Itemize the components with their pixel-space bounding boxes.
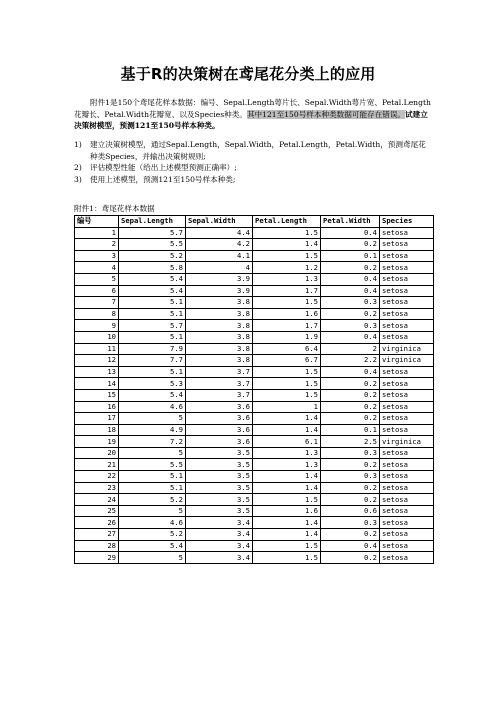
cell-id: 19 — [75, 436, 119, 448]
header-sepal-length: Sepal.Length — [119, 216, 186, 228]
cell-sepal-length: 5.5 — [119, 239, 186, 251]
cell-petal-width: 0.2 — [321, 401, 380, 413]
cell-petal-length: 6.1 — [253, 436, 321, 448]
cell-petal-width: 0.6 — [321, 505, 380, 517]
intro-highlighted-text: 其中121至150号样本种类数据可能存在错误。 — [246, 109, 406, 119]
cell-sepal-width: 3.6 — [186, 401, 253, 413]
table-row — [75, 366, 434, 378]
cell-id: 18 — [75, 424, 119, 436]
cell-sepal-width: 3.6 — [186, 413, 253, 425]
task-item — [74, 162, 432, 174]
cell-species: setosa — [380, 308, 434, 320]
cell-id: 20 — [75, 447, 119, 459]
cell-species: setosa — [380, 540, 434, 552]
cell-species: setosa — [380, 494, 434, 506]
cell-sepal-width: 3.8 — [186, 320, 253, 332]
cell-petal-width: 2.5 — [321, 436, 380, 448]
table-row — [75, 540, 434, 552]
cell-species: setosa — [380, 320, 434, 332]
table-row — [75, 552, 434, 564]
cell-species: setosa — [380, 378, 434, 390]
cell-species: setosa — [380, 297, 434, 309]
cell-petal-width: 0.3 — [321, 297, 380, 309]
cell-species: setosa — [380, 552, 434, 564]
cell-petal-width: 0.4 — [321, 227, 380, 239]
table-row — [75, 447, 434, 459]
cell-petal-length: 1.4 — [253, 239, 321, 251]
cell-sepal-width: 4.2 — [186, 239, 253, 251]
table-row — [75, 343, 434, 355]
cell-petal-length: 1.4 — [253, 529, 321, 541]
cell-sepal-width: 3.4 — [186, 540, 253, 552]
cell-species: virginica — [380, 436, 434, 448]
table-row — [75, 355, 434, 367]
table-row — [75, 459, 434, 471]
cell-petal-width: 2 — [321, 343, 380, 355]
cell-sepal-width: 4.1 — [186, 250, 253, 262]
cell-sepal-width: 3.7 — [186, 378, 253, 390]
cell-petal-width: 0.2 — [321, 529, 380, 541]
cell-petal-width: 0.3 — [321, 517, 380, 529]
cell-id: 22 — [75, 471, 119, 483]
cell-id: 29 — [75, 552, 119, 564]
cell-petal-length: 1.2 — [253, 262, 321, 274]
task-number: 1) — [74, 140, 82, 149]
cell-species: setosa — [380, 413, 434, 425]
cell-petal-length: 1.5 — [253, 227, 321, 239]
cell-species: setosa — [380, 505, 434, 517]
cell-petal-length: 1.4 — [253, 413, 321, 425]
cell-petal-length: 1.5 — [253, 389, 321, 401]
cell-petal-length: 1.7 — [253, 285, 321, 297]
cell-id: 9 — [75, 320, 119, 332]
cell-sepal-length: 4.6 — [119, 401, 186, 413]
table-row — [75, 494, 434, 506]
cell-id: 24 — [75, 494, 119, 506]
table-row — [75, 389, 434, 401]
cell-species: setosa — [380, 471, 434, 483]
header-species: Species — [380, 216, 434, 228]
cell-id: 27 — [75, 529, 119, 541]
cell-sepal-length: 5 — [119, 552, 186, 564]
cell-petal-length: 1.4 — [253, 424, 321, 436]
table-row — [75, 331, 434, 343]
cell-petal-width: 2.2 — [321, 355, 380, 367]
header-petal-width: Petal.Width — [321, 216, 380, 228]
cell-species: setosa — [380, 529, 434, 541]
cell-sepal-width: 3.5 — [186, 494, 253, 506]
table-row — [75, 505, 434, 517]
table-row — [75, 413, 434, 425]
cell-sepal-length: 5 — [119, 505, 186, 517]
cell-petal-width: 0.4 — [321, 273, 380, 285]
cell-petal-width: 0.2 — [321, 378, 380, 390]
task-text: 建立决策树模型，通过Sepal.Length，Sepal.Width，Petal.Length，Petal.Width，预测鸢尾花种类Species，并输出决策树规则; — [90, 140, 426, 161]
table-row — [75, 239, 434, 251]
cell-species: setosa — [380, 447, 434, 459]
cell-id: 23 — [75, 482, 119, 494]
cell-petal-width: 0.4 — [321, 366, 380, 378]
appendix-label: 附件1：鸢尾花样本数据 — [74, 204, 155, 213]
table-body — [75, 227, 434, 563]
cell-petal-length: 1.6 — [253, 308, 321, 320]
cell-petal-length: 1.5 — [253, 297, 321, 309]
cell-sepal-width: 3.9 — [186, 273, 253, 285]
cell-petal-length: 1 — [253, 401, 321, 413]
cell-sepal-width: 3.9 — [186, 285, 253, 297]
cell-petal-length: 1.3 — [253, 447, 321, 459]
cell-petal-width: 0.3 — [321, 320, 380, 332]
cell-sepal-length: 7.2 — [119, 436, 186, 448]
cell-petal-width: 0.2 — [321, 494, 380, 506]
cell-sepal-width: 3.5 — [186, 505, 253, 517]
table-row — [75, 517, 434, 529]
cell-petal-width: 0.1 — [321, 250, 380, 262]
cell-id: 4 — [75, 262, 119, 274]
cell-sepal-length: 5.1 — [119, 366, 186, 378]
cell-petal-length: 1.5 — [253, 552, 321, 564]
table-row — [75, 250, 434, 262]
cell-sepal-length: 5.7 — [119, 227, 186, 239]
cell-id: 13 — [75, 366, 119, 378]
table-row — [75, 320, 434, 332]
header-sepal-width: Sepal.Width — [186, 216, 253, 228]
cell-sepal-length: 4.6 — [119, 517, 186, 529]
cell-sepal-width: 3.5 — [186, 459, 253, 471]
cell-petal-length: 1.4 — [253, 482, 321, 494]
intro-bold-text: 试建立决策树模型，预测121至150号样本种类。 — [74, 109, 428, 131]
cell-petal-width: 0.2 — [321, 413, 380, 425]
cell-species: setosa — [380, 482, 434, 494]
cell-sepal-length: 5.1 — [119, 308, 186, 320]
cell-sepal-length: 5.1 — [119, 482, 186, 494]
cell-petal-width: 0.4 — [321, 331, 380, 343]
cell-sepal-width: 3.5 — [186, 447, 253, 459]
cell-sepal-length: 5.2 — [119, 250, 186, 262]
cell-id: 11 — [75, 343, 119, 355]
cell-species: setosa — [380, 250, 434, 262]
cell-sepal-width: 3.4 — [186, 529, 253, 541]
table-row — [75, 227, 434, 239]
cell-sepal-length: 5.1 — [119, 297, 186, 309]
cell-petal-length: 6.7 — [253, 355, 321, 367]
cell-petal-length: 1.3 — [253, 459, 321, 471]
task-number: 3) — [74, 174, 82, 184]
cell-species: setosa — [380, 331, 434, 343]
cell-sepal-length: 5 — [119, 447, 186, 459]
cell-species: virginica — [380, 343, 434, 355]
cell-petal-length: 1.4 — [253, 471, 321, 483]
document-title: 基于R的决策树在鸢尾花分类上的应用 — [120, 65, 376, 83]
cell-species: setosa — [380, 227, 434, 239]
cell-petal-length: 6.4 — [253, 343, 321, 355]
table-row — [75, 529, 434, 541]
cell-sepal-width: 3.4 — [186, 552, 253, 564]
table-row — [75, 482, 434, 494]
cell-petal-width: 0.2 — [321, 262, 380, 274]
cell-species: setosa — [380, 424, 434, 436]
cell-sepal-length: 7.7 — [119, 355, 186, 367]
header-petal-length: Petal.Length — [253, 216, 321, 228]
cell-sepal-width: 3.6 — [186, 424, 253, 436]
cell-sepal-length: 5.8 — [119, 262, 186, 274]
cell-id: 2 — [75, 239, 119, 251]
header-id: 编号 — [75, 216, 119, 228]
task-text: 评估模型性能（给出上述模型预测正确率）; — [90, 163, 237, 173]
cell-sepal-length: 5.5 — [119, 459, 186, 471]
cell-sepal-length: 7.9 — [119, 343, 186, 355]
cell-sepal-length: 5.2 — [119, 494, 186, 506]
cell-id: 6 — [75, 285, 119, 297]
intro-text: 附件1是150个鸢尾花样本数据：编号、Sepal.Length萼片长、Sepal.Width萼片宽、Petal.Length花瓣长、Petal.Width花瓣宽、以及Species种类。 — [74, 98, 431, 119]
cell-petal-length: 1.5 — [253, 250, 321, 262]
cell-id: 16 — [75, 401, 119, 413]
cell-id: 10 — [75, 331, 119, 343]
cell-petal-width: 0.4 — [321, 285, 380, 297]
table-row — [75, 424, 434, 436]
cell-sepal-width: 3.5 — [186, 482, 253, 494]
cell-petal-width: 0.1 — [321, 424, 380, 436]
cell-sepal-width: 3.8 — [186, 297, 253, 309]
cell-petal-length: 1.5 — [253, 378, 321, 390]
cell-petal-width: 0.3 — [321, 447, 380, 459]
cell-sepal-length: 5.2 — [119, 529, 186, 541]
cell-id: 3 — [75, 250, 119, 262]
table-row — [75, 262, 434, 274]
cell-id: 28 — [75, 540, 119, 552]
table-row — [75, 297, 434, 309]
table-row — [75, 285, 434, 297]
cell-species: virginica — [380, 355, 434, 367]
cell-sepal-width: 3.8 — [186, 355, 253, 367]
task-number: 2) — [74, 163, 82, 173]
cell-sepal-width: 3.8 — [186, 343, 253, 355]
cell-sepal-width: 3.7 — [186, 389, 253, 401]
cell-petal-width: 0.2 — [321, 482, 380, 494]
cell-sepal-length: 5.7 — [119, 320, 186, 332]
table-row — [75, 471, 434, 483]
cell-species: setosa — [380, 389, 434, 401]
cell-petal-width: 0.2 — [321, 308, 380, 320]
cell-species: setosa — [380, 285, 434, 297]
cell-sepal-length: 4.9 — [119, 424, 186, 436]
cell-id: 21 — [75, 459, 119, 471]
cell-petal-length: 1.5 — [253, 540, 321, 552]
cell-sepal-width: 3.5 — [186, 471, 253, 483]
cell-petal-width: 0.2 — [321, 552, 380, 564]
iris-data-table — [74, 215, 434, 564]
cell-petal-width: 0.4 — [321, 540, 380, 552]
cell-id: 5 — [75, 273, 119, 285]
cell-species: setosa — [380, 273, 434, 285]
cell-sepal-width: 3.4 — [186, 517, 253, 529]
cell-petal-width: 0.2 — [321, 389, 380, 401]
cell-id: 1 — [75, 227, 119, 239]
cell-sepal-length: 5.4 — [119, 540, 186, 552]
cell-species: setosa — [380, 517, 434, 529]
cell-sepal-width: 3.8 — [186, 308, 253, 320]
cell-sepal-width: 3.6 — [186, 436, 253, 448]
table-row — [75, 401, 434, 413]
task-item — [74, 139, 432, 162]
task-text: 使用上述模型，预测121至150号样本种类; — [90, 174, 236, 184]
cell-species: setosa — [380, 401, 434, 413]
cell-sepal-width: 4.4 — [186, 227, 253, 239]
cell-species: setosa — [380, 366, 434, 378]
cell-petal-length: 1.6 — [253, 505, 321, 517]
cell-id: 17 — [75, 413, 119, 425]
table-row — [75, 378, 434, 390]
cell-petal-length: 1.5 — [253, 366, 321, 378]
cell-species: setosa — [380, 239, 434, 251]
cell-petal-length: 1.3 — [253, 273, 321, 285]
cell-sepal-length: 5 — [119, 413, 186, 425]
cell-sepal-length: 5.1 — [119, 471, 186, 483]
table-header-row — [75, 216, 434, 228]
cell-sepal-length: 5.4 — [119, 273, 186, 285]
cell-sepal-length: 5.1 — [119, 331, 186, 343]
cell-id: 15 — [75, 389, 119, 401]
cell-id: 26 — [75, 517, 119, 529]
cell-id: 25 — [75, 505, 119, 517]
task-list — [74, 139, 432, 185]
table-row — [75, 308, 434, 320]
table-row — [75, 273, 434, 285]
cell-petal-width: 0.3 — [321, 471, 380, 483]
cell-id: 7 — [75, 297, 119, 309]
intro-paragraph — [74, 97, 432, 132]
cell-sepal-length: 5.4 — [119, 389, 186, 401]
cell-petal-length: 1.7 — [253, 320, 321, 332]
cell-petal-length: 1.5 — [253, 494, 321, 506]
cell-id: 8 — [75, 308, 119, 320]
cell-sepal-width: 3.7 — [186, 366, 253, 378]
table-row — [75, 436, 434, 448]
cell-petal-width: 0.2 — [321, 239, 380, 251]
cell-petal-length: 1.4 — [253, 517, 321, 529]
cell-sepal-length: 5.4 — [119, 285, 186, 297]
cell-id: 12 — [75, 355, 119, 367]
cell-sepal-length: 5.3 — [119, 378, 186, 390]
cell-sepal-width: 4 — [186, 262, 253, 274]
cell-id: 14 — [75, 378, 119, 390]
cell-petal-length: 1.9 — [253, 331, 321, 343]
cell-species: setosa — [380, 262, 434, 274]
cell-sepal-width: 3.8 — [186, 331, 253, 343]
task-item — [74, 174, 432, 186]
cell-petal-width: 0.2 — [321, 459, 380, 471]
cell-species: setosa — [380, 459, 434, 471]
